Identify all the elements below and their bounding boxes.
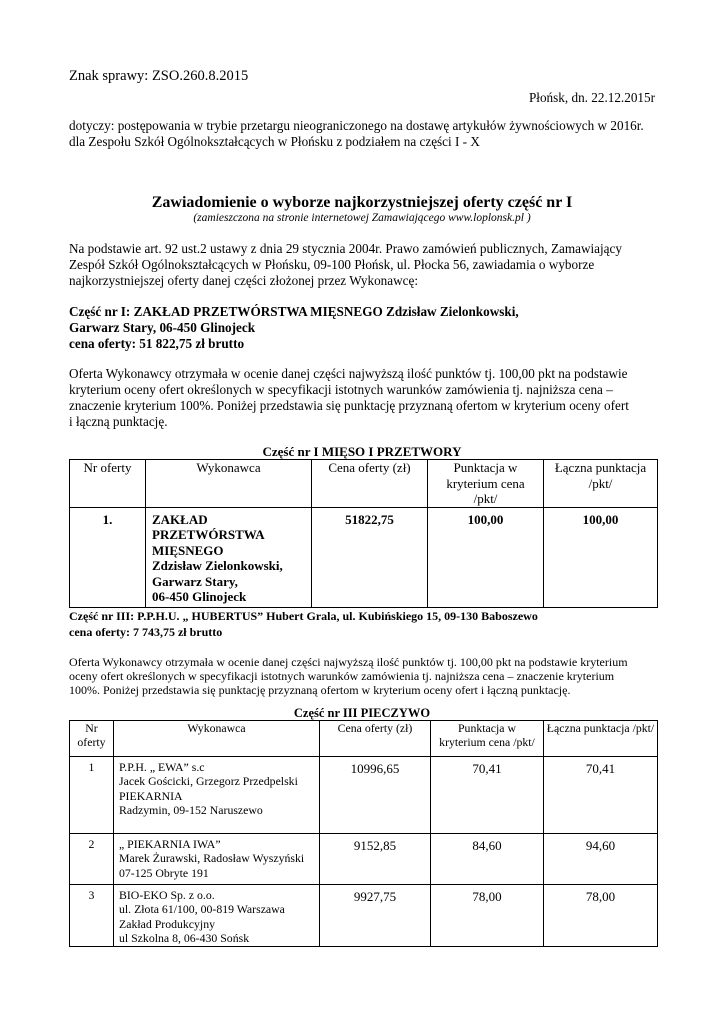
part3-desc-line-1: Oferta Wykonawcy otrzymała w ocenie danej części najwyższą ilość punktów tj. 100,00 pkt na podstawie kryterium	[69, 655, 628, 669]
part1-desc-line-2: kryterium oceny ofert określonych w specyfikacji istotnych warunków zamówienia tj. najniższa cena –	[69, 382, 613, 397]
row-points: 84,60	[431, 834, 544, 885]
header-price: Cena oferty (zł)	[312, 460, 428, 508]
part1-desc-line-4: i łączną punktację.	[69, 414, 168, 429]
table-header-row	[70, 721, 658, 757]
part1-desc-line-3: znaczenie kryterium 100%. Poniżej przedstawia się punktację przyznaną ofertom w kryterium oceny ofert	[69, 398, 629, 413]
part1-results-table	[69, 459, 658, 608]
header-contractor: Wykonawca	[146, 460, 312, 508]
table-header-row	[70, 460, 658, 508]
row-contractor: BIO-EKO Sp. z o.o. ul. Złota 61/100, 00-819 Warszawa Zakład Produkcyjny ul Szkolna 8, 06-430 Sońsk	[114, 885, 320, 947]
row-contractor: P.P.H. „ EWA” s.c Jacek Gościcki, Grzegorz Przedpelski PIEKARNIA Radzymin, 09-152 Naruszewo	[114, 757, 320, 834]
part1-desc-line-1: Oferta Wykonawcy otrzymała w ocenie danej części najwyższą ilość punktów tj. 100,00 pkt na podstawie	[69, 366, 628, 381]
subject-line-2: dla Zespołu Szkół Ogólnokształcących w Płońsku z podziałem na części I - X	[69, 134, 480, 149]
intro-line-2: Zespół Szkół Ogólnokształcących w Płońsku, 09-100 Płońsk, ul. Płocka 56, zawiadamia o wyborze	[69, 257, 595, 272]
header-total: Łączna punktacja /pkt/	[544, 721, 658, 757]
row-nr: 1.	[70, 507, 146, 607]
row-price: 10996,65	[320, 757, 431, 834]
row-price: 9927,75	[320, 885, 431, 947]
row-contractor: „ PIEKARNIA IWA” Marek Żurawski, Radosław Wyszyński 07-125 Obryte 191	[114, 834, 320, 885]
row-total: 100,00	[544, 507, 658, 607]
row-total: 94,60	[544, 834, 658, 885]
header-price: Cena oferty (zł)	[320, 721, 431, 757]
intro-line-3: najkorzystniejszej oferty danej części złożonej przez Wykonawcę:	[69, 273, 418, 288]
row-total: 78,00	[544, 885, 658, 947]
row-contractor: ZAKŁAD PRZETWÓRSTWA MIĘSNEGO Zdzisław Zielonkowski, Garwarz Stary, 06-450 Glinojeck	[146, 507, 312, 607]
part1-winner-line-2: Garwarz Stary, 06-450 Glinojeck	[69, 320, 256, 335]
row-price: 51822,75	[312, 507, 428, 607]
table-row	[70, 757, 658, 834]
row-price: 9152,85	[320, 834, 431, 885]
part1-price: cena oferty: 51 822,75 zł brutto	[69, 336, 245, 351]
part3-results-table	[69, 720, 658, 947]
header-nr: Nr oferty	[70, 460, 146, 508]
page-title: Zawiadomienie o wyborze najkorzystniejszej oferty część nr I	[151, 194, 573, 211]
header-total: Łączna punktacja /pkt/	[544, 460, 658, 508]
table-row	[70, 834, 658, 885]
row-nr: 1	[70, 757, 114, 834]
part1-winner-line-1: Część nr I: ZAKŁAD PRZETWÓRSTWA MIĘSNEGO Zdzisław Zielonkowski,	[69, 304, 519, 319]
row-total: 70,41	[544, 757, 658, 834]
table-row	[70, 507, 658, 607]
part3-price: cena oferty: 7 743,75 zł brutto	[69, 625, 223, 639]
case-number: Znak sprawy: ZSO.260.8.2015	[69, 68, 249, 84]
table-row	[70, 885, 658, 947]
header-points: Punktacja w kryterium cena /pkt/	[431, 721, 544, 757]
page-subtitle: (zamieszczona na stronie internetowej Zamawiającego www.loplonsk.pl )	[193, 212, 531, 224]
row-points: 70,41	[431, 757, 544, 834]
intro-line-1: Na podstawie art. 92 ust.2 ustawy z dnia 29 stycznia 2004r. Prawo zamówień publicznych, Zamawiający	[69, 241, 622, 256]
header-points: Punktacja w kryterium cena /pkt/	[428, 460, 544, 508]
part3-winner-line: Część nr III: P.P.H.U. „ HUBERTUS” Hubert Grala, ul. Kubińskiego 15, 09-130 Baboszewo	[69, 609, 538, 623]
part3-table-title: Część nr III PIECZYWO	[293, 706, 431, 720]
part3-desc-line-2: oceny ofert określonych w specyfikacji istotnych warunków zamówienia tj. najniższa cena – znaczenie kryterium	[69, 669, 615, 683]
subject-line-1: dotyczy: postępowania w trybie przetargu nieograniczonego na dostawę artykułów żywnościowych w 2016r.	[69, 118, 644, 133]
row-nr: 3	[70, 885, 114, 947]
header-contractor: Wykonawca	[114, 721, 320, 757]
part1-table-title: Część nr I MIĘSO I PRZETWORY	[262, 444, 462, 459]
row-points: 100,00	[428, 507, 544, 607]
row-points: 78,00	[431, 885, 544, 947]
place-date: Płońsk, dn. 22.12.2015r	[528, 90, 655, 105]
header-nr: Nr oferty	[70, 721, 114, 757]
part3-desc-line-3: 100%. Poniżej przedstawia się punktację przyznaną ofertom w kryterium oceny ofert i łączną punktację.	[69, 683, 571, 697]
row-nr: 2	[70, 834, 114, 885]
